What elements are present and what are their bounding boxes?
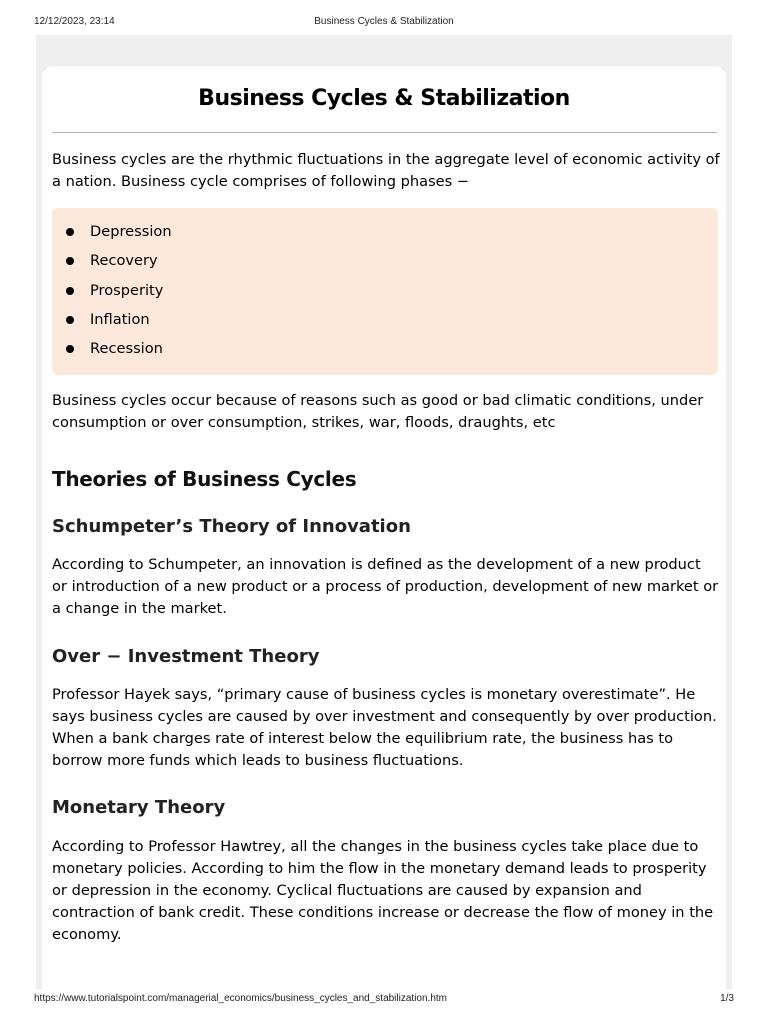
bullet-icon [66, 287, 74, 295]
list-item [66, 308, 172, 337]
schumpeter-heading: Schumpeter’s Theory of Innovation [52, 516, 411, 537]
print-header [34, 16, 734, 30]
phase-label: Recession [90, 340, 163, 358]
monetary-paragraph: According to Professor Hawtrey, all the changes in the business cycles take place due to monetary policies. According to him the flow in the monetary demand leads to prosperity or depression in the economy. Cyclical fluctuations are caused by expansion and contraction of bank credit. These conditions increase or decrease the flow of money in the economy. [52, 838, 714, 943]
phase-label: Prosperity [90, 281, 164, 299]
over-investment-paragraph: Professor Hayek says, “primary cause of business cycles is monetary overestimate”. He says business cycles are caused by over investment and consequently by over production. When a bank charges rate of interest below the equilibrium rate, the business has to borrow more funds which leads to business fluctuations. [52, 686, 717, 769]
phase-label: Inflation [90, 310, 150, 328]
list-item [66, 337, 172, 366]
list-item [66, 279, 172, 308]
phase-label: Depression [90, 223, 172, 240]
monetary-heading: Monetary Theory [52, 797, 226, 818]
over-investment-heading: Over − Investment Theory [52, 646, 320, 667]
phase-label: Recovery [90, 252, 158, 270]
theories-heading: Theories of Business Cycles [52, 467, 357, 491]
intro-paragraph: Business cycles are the rhythmic fluctuations in the aggregate level of economic activity of a nation. Business cycle comprises of following phases − [52, 151, 720, 190]
article-title: Business Cycles & Stabilization [198, 86, 570, 111]
print-datetime: 12/12/2023, 23:14 [34, 16, 115, 27]
title-divider [52, 132, 717, 133]
list-item [66, 220, 172, 249]
print-url: https://www.tutorialspoint.com/managerial_economics/business_cycles_and_stabilization.htm [34, 993, 447, 1004]
schumpeter-paragraph: According to Schumpeter, an innovation is defined as the development of a new product or introduction of a new product or a process of production, development of new market or a change in the market. [52, 556, 719, 617]
bullet-icon [66, 316, 74, 324]
bullet-icon [66, 257, 74, 265]
phases-list [66, 220, 172, 366]
page-number: 1/3 [720, 993, 734, 1004]
reasons-paragraph: Business cycles occur because of reasons such as good or bad climatic conditions, under consumption or over consumption, strikes, war, floods, draughts, etc [52, 392, 704, 431]
bullet-icon [66, 228, 74, 236]
print-page-title: Business Cycles & Stabilization [314, 16, 454, 27]
list-item [66, 249, 172, 278]
print-footer [34, 993, 734, 1007]
bullet-icon [66, 345, 74, 353]
